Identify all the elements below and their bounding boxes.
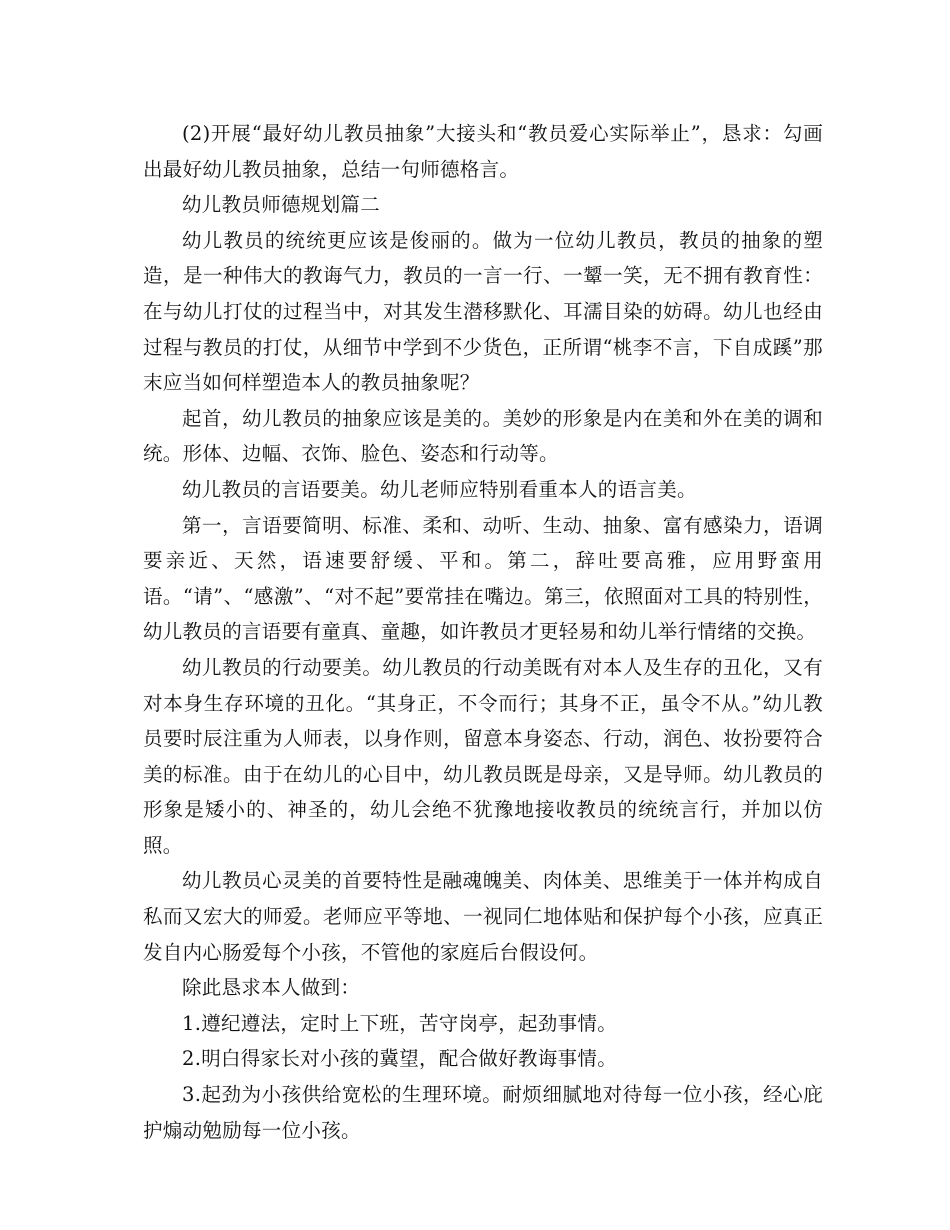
list-item-2: 2.明白得家长对小孩的冀望，配合做好教诲事情。 [182,1047,618,1071]
list-item-3: 3.起劲为小孩供给宽松的生理环境。耐烦细腻地对待每一位小孩，经心庇护煽动勉励每一位小孩。 [143,1083,823,1142]
paragraph-requirements-intro: 除此恳求本人做到： [182,976,361,1000]
paragraph-heart-beauty: 幼儿教员心灵美的首要特性是融魂魄美、肉体美、思维美于一体并构成自私而又宏大的师爱。老师应平等地、一视同仁地体贴和保护每个小孩，应真正发自内心肠爱每个小孩，不管他的家庭后台假设何。 [143,869,823,964]
paragraph-behavior-beauty: 幼儿教员的行动要美。幼儿教员的行动美既有对本人及生存的丑化，又有对本身生存环境的丑化。“其身正，不令而行；其身不正，虽令不从。”幼儿教员要时辰注重为人师表，以身作则，留意本身姿态、行动，润色、妆扮要符合美的标准。由于在幼儿的心目中，幼儿教员既是母亲，又是导师。幼儿教员的形象是矮小的、神圣的，幼儿会绝不犹豫地接收教员的统统言行，并加以仿照。 [143,655,823,857]
paragraph-language-details: 第一，言语要简明、标准、柔和、动听、生动、抽象、富有感染力，语调要亲近、天然，语速要舒缓、平和。第二，辞吐要高雅，应用野蛮用语。“请”、“感激”、“对不起”要常挂在嘴边。第三，依照面对工具的特别性，幼儿教员的言语要有童真、童趣，如许教员才更轻易和幼儿举行情绪的交换。 [143,513,823,644]
list-item-1: 1.遵纪遵法，定时上下班，苦守岗亭，起劲事情。 [182,1011,618,1035]
paragraph-language-beauty: 幼儿教员的言语要美。幼儿老师应特别看重本人的语言美。 [182,477,697,501]
paragraph-intro: 幼儿教员的统统更应该是俊丽的。做为一位幼儿教员，教员的抽象的塑造，是一种伟大的教诲气力，教员的一言一行、一颦一笑，无不拥有教育性：在与幼儿打仗的过程当中，对其发生潜移默化、耳濡目染的妨碍。幼儿也经由过程与教员的打仗，从细节中学到不少货色，正所谓“桃李不言，下自成蹊”那末应当如何样塑造本人的教员抽象呢？ [143,228,823,395]
document-body [143,116,823,1148]
section-heading: 幼儿教员师德规划篇二 [182,193,381,217]
paragraph-image-beauty: 起首，幼儿教员的抽象应该是美的。美妙的形象是内在美和外在美的调和统。形体、边幅、衣饰、脸色、姿态和行动等。 [143,406,823,466]
paragraph-activity-item: (2)开展“最好幼儿教员抽象”大接头和“教员爱心实际举止”，恳求：勾画出最好幼儿教员抽象，总结一句师德格言。 [143,122,823,181]
